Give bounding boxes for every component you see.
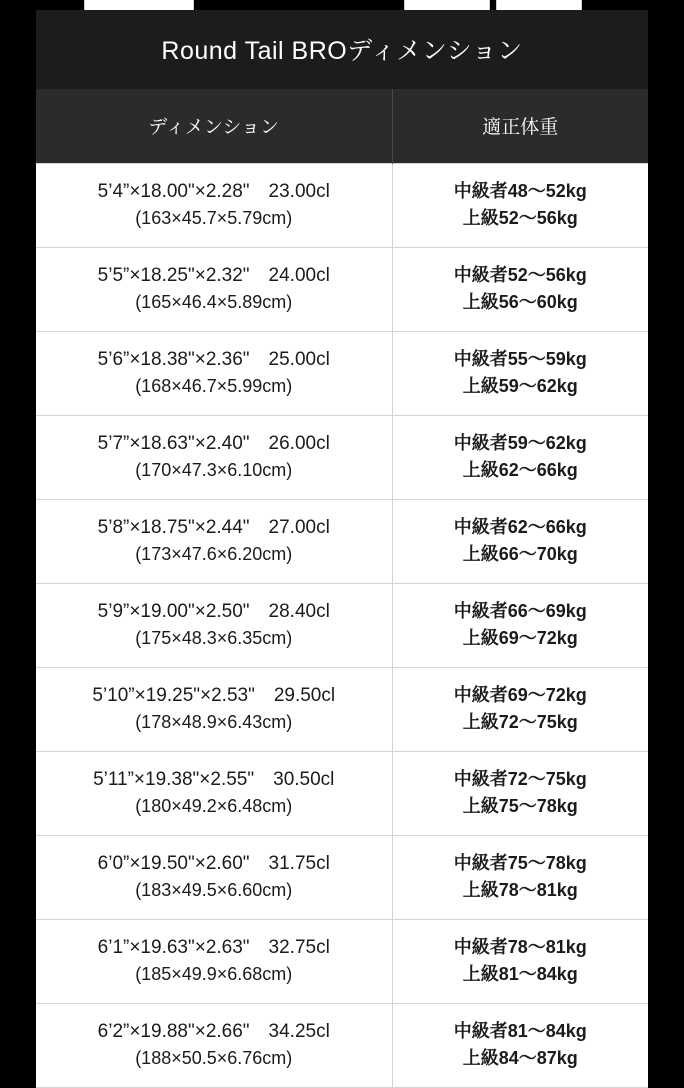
table-row <box>36 163 648 247</box>
dimension-imperial: 6’2”×19.88"×2.66" 34.25cl <box>97 1020 330 1042</box>
table-row <box>36 1003 648 1087</box>
cell-weight <box>392 163 648 247</box>
cell-weight <box>392 331 648 415</box>
table-row <box>36 415 648 499</box>
weight-intermediate: 中級者69〜72kg <box>453 684 587 705</box>
weight-advanced: 上級81〜84kg <box>462 963 578 984</box>
table-row <box>36 835 648 919</box>
dimension-metric: (165×46.4×5.89cm) <box>135 292 293 313</box>
weight-advanced: 上級52〜56kg <box>462 207 578 228</box>
cell-dimension <box>36 1003 392 1087</box>
dimension-imperial: 5’5”×18.25"×2.32" 24.00cl <box>97 264 330 286</box>
weight-advanced: 上級69〜72kg <box>462 627 578 648</box>
cell-weight <box>392 415 648 499</box>
partial-cell <box>404 0 490 10</box>
dimension-imperial: 5’4”×18.00"×2.28" 23.00cl <box>97 180 330 202</box>
cell-dimension <box>36 331 392 415</box>
weight-intermediate: 中級者62〜66kg <box>453 516 587 537</box>
cell-weight <box>392 247 648 331</box>
table-header-row <box>36 89 648 163</box>
cell-weight <box>392 919 648 1003</box>
table-row <box>36 331 648 415</box>
dimension-imperial: 5’7”×18.63"×2.40" 26.00cl <box>97 432 330 454</box>
weight-intermediate: 中級者78〜81kg <box>453 936 587 957</box>
dimension-metric: (188×50.5×6.76cm) <box>135 1048 293 1069</box>
dimension-metric: (175×48.3×6.35cm) <box>135 628 293 649</box>
weight-intermediate: 中級者59〜62kg <box>453 432 587 453</box>
dimension-metric: (170×47.3×6.10cm) <box>135 460 293 481</box>
dimension-sheet <box>36 10 648 1088</box>
dimension-metric: (180×49.2×6.48cm) <box>135 796 293 817</box>
page-title: Round Tail BROディメンション <box>36 10 648 89</box>
cell-dimension <box>36 835 392 919</box>
cell-weight <box>392 667 648 751</box>
weight-advanced: 上級59〜62kg <box>462 375 578 396</box>
weight-advanced: 上級75〜78kg <box>462 795 578 816</box>
cell-weight <box>392 751 648 835</box>
dimension-imperial: 5’10”×19.25"×2.53" 29.50cl <box>92 684 336 706</box>
weight-intermediate: 中級者81〜84kg <box>453 1020 587 1041</box>
dimension-metric: (173×47.6×6.20cm) <box>135 544 293 565</box>
weight-advanced: 上級72〜75kg <box>462 711 578 732</box>
dimension-imperial: 5’8”×18.75"×2.44" 27.00cl <box>97 516 330 538</box>
column-header-weight: 適正体重 <box>392 89 648 163</box>
partial-cell <box>496 0 582 10</box>
table-row <box>36 583 648 667</box>
dimension-imperial: 6’1”×19.63"×2.63" 32.75cl <box>97 936 330 958</box>
cell-weight <box>392 835 648 919</box>
cell-dimension <box>36 583 392 667</box>
cell-weight <box>392 499 648 583</box>
cell-dimension <box>36 163 392 247</box>
partial-row-above <box>0 0 684 10</box>
dimension-imperial: 5’9”×19.00"×2.50" 28.40cl <box>97 600 330 622</box>
cell-dimension <box>36 667 392 751</box>
weight-advanced: 上級62〜66kg <box>462 459 578 480</box>
table-row <box>36 667 648 751</box>
weight-advanced: 上級56〜60kg <box>462 291 578 312</box>
weight-intermediate: 中級者48〜52kg <box>453 180 587 201</box>
weight-intermediate: 中級者75〜78kg <box>453 852 587 873</box>
dimension-metric: (185×49.9×6.68cm) <box>135 964 293 985</box>
table-row <box>36 751 648 835</box>
weight-intermediate: 中級者66〜69kg <box>453 600 587 621</box>
cell-weight <box>392 1003 648 1087</box>
dimension-metric: (178×48.9×6.43cm) <box>135 712 293 733</box>
dimension-metric: (163×45.7×5.79cm) <box>135 208 293 229</box>
weight-intermediate: 中級者55〜59kg <box>453 348 587 369</box>
cell-dimension <box>36 247 392 331</box>
dimension-metric: (168×46.7×5.99cm) <box>135 376 293 397</box>
table-row <box>36 919 648 1003</box>
dimension-metric: (183×49.5×6.60cm) <box>135 880 293 901</box>
column-header-dimension: ディメンション <box>36 89 392 163</box>
weight-advanced: 上級66〜70kg <box>462 543 578 564</box>
cell-dimension <box>36 499 392 583</box>
dimension-imperial: 5’11”×19.38"×2.55" 30.50cl <box>93 768 335 790</box>
weight-intermediate: 中級者72〜75kg <box>453 768 587 789</box>
partial-cell <box>84 0 194 10</box>
dimension-imperial: 6’0”×19.50"×2.60" 31.75cl <box>97 852 330 874</box>
weight-advanced: 上級84〜87kg <box>462 1047 578 1068</box>
table-row <box>36 247 648 331</box>
weight-intermediate: 中級者52〜56kg <box>453 264 587 285</box>
cell-dimension <box>36 415 392 499</box>
weight-advanced: 上級78〜81kg <box>462 879 578 900</box>
dimension-imperial: 5’6”×18.38"×2.36" 25.00cl <box>97 348 330 370</box>
cell-dimension <box>36 751 392 835</box>
dimension-table <box>36 89 648 1088</box>
table-row <box>36 499 648 583</box>
cell-dimension <box>36 919 392 1003</box>
cell-weight <box>392 583 648 667</box>
